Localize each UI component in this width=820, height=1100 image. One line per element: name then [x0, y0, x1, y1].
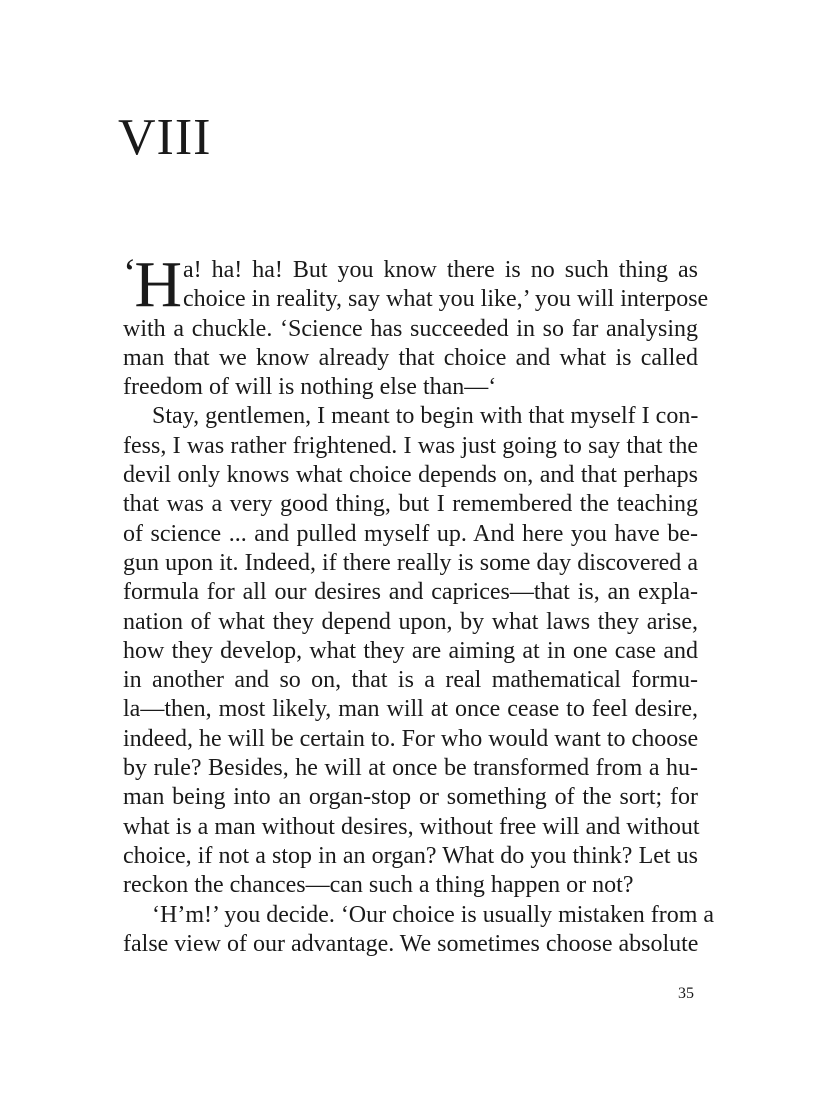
text-line: false view of our advantage. We sometimes choose absolute: [123, 930, 699, 957]
drop-cap: [123, 248, 182, 321]
text-line: of science ... and pulled myself up. And here you have be-: [123, 520, 698, 547]
text-line: devil only knows what choice depends on, and that perhaps: [123, 462, 698, 489]
text-line: man being into an organ-stop or something of the sort; for: [123, 784, 698, 811]
text-line: choice, if not a stop in an organ? What do you think? Let us: [123, 842, 698, 869]
text-line: freedom of will is nothing else than—‘: [123, 374, 497, 401]
text-line: what is a man without desires, without free will and without: [123, 813, 700, 840]
text-line: nation of what they depend upon, by what laws they arise,: [123, 608, 698, 635]
text-line: choice in reality, say what you like,’ you will interpose: [183, 286, 709, 313]
text-line: reckon the chances—can such a thing happen or not?: [123, 872, 634, 899]
body-text: [123, 248, 715, 959]
text-line: how they develop, what they are aiming at in one case and: [123, 637, 698, 664]
text-line: that was a very good thing, but I remembered the teaching: [123, 491, 698, 518]
text-line: ‘H’m!’ you decide. ‘Our choice is usually mistaken from a: [152, 901, 715, 928]
text-line: in another and so on, that is a real mathematical formu-: [123, 667, 698, 694]
text-line: la—then, most likely, man will at once cease to feel desire,: [123, 696, 698, 723]
text-line: man that we know already that choice and what is called: [123, 344, 698, 371]
text-line: fess, I was rather frightened. I was just going to say that the: [123, 432, 698, 459]
text-line: formula for all our desires and caprices—that is, an expla-: [123, 579, 698, 606]
text-line: gun upon it. Indeed, if there really is some day discovered a: [123, 549, 698, 576]
text-line: by rule? Besides, he will at once be transformed from a hu-: [123, 755, 698, 782]
text-line: with a chuckle. ‘Science has succeeded in so far analysing: [123, 315, 698, 342]
text-line: indeed, he will be certain to. For who would want to choose: [123, 725, 699, 752]
drop-cap-letter: H: [134, 248, 182, 321]
chapter-title: VIII: [118, 109, 212, 166]
text-line: Stay, gentlemen, I meant to begin with that myself I con-: [152, 403, 699, 430]
page-number: 35: [678, 985, 694, 1002]
drop-cap-quote: ‘: [123, 250, 137, 295]
text-line: a! ha! ha! But you know there is no such thing as: [183, 257, 698, 283]
